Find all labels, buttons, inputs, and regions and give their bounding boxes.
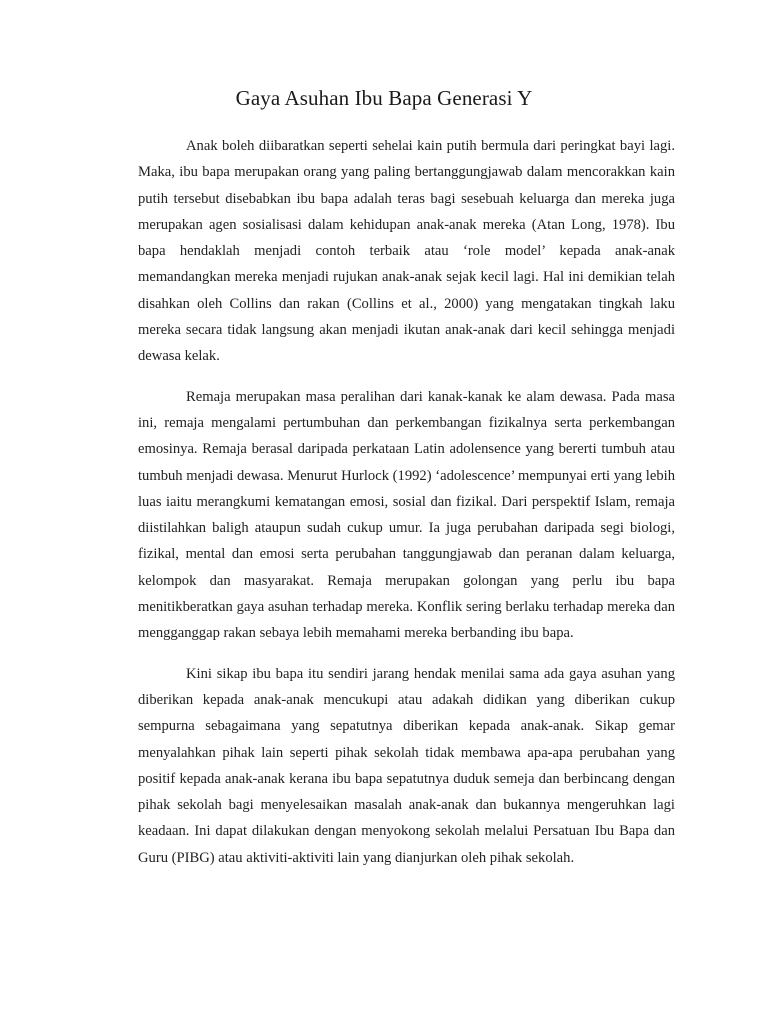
document-title: Gaya Asuhan Ibu Bapa Generasi Y	[235, 86, 533, 110]
paragraph-2: Remaja merupakan masa peralihan dari kanak-kanak ke alam dewasa. Pada masa ini, remaja mengalami pertumbuhan dan perkembangan fizikalnya serta perkembangan emosinya. Remaja berasal daripada perkataan Latin adolensence yang bererti tumbuh atau tumbuh menjadi dewasa. Menurut Hurlock (1992) ‘adolescence’ mempunyai erti yang lebih luas iaitu merangkumi kematangan emosi, sosial dan fizikal. Dari perspektif Islam, remaja diistilahkan baligh ataupun sudah cukup umur. Ia juga perubahan daripada segi biologi, fizikal, mental dan emosi serta perubahan tanggungjawab dan peranan dalam keluarga, kelompok dan masyarakat. Remaja merupakan golongan yang perlu ibu bapa menitikberatkan gaya asuhan terhadap mereka. Konflik sering berlaku terhadap mereka dan mengganggap rakan sebaya lebih memahami mereka berbanding ibu bapa.	[138, 388, 675, 642]
paragraph-3: Kini sikap ibu bapa itu sendiri jarang hendak menilai sama ada gaya asuhan yang diberikan kepada anak-anak mencukupi atau adakah didikan yang diberikan cukup sempurna sebagaimana yang sepatutnya diberikan kepada anak-anak. Sikap gemar menyalahkan pihak lain seperti pihak sekolah tidak membawa apa-apa perubahan yang positif kepada anak-anak kerana ibu bapa sepatutnya duduk semeja dan berbincang dengan pihak sekolah bagi menyelesaikan masalah anak-anak dan bukannya mengeruhkan lagi keadaan. Ini dapat dilakukan dengan menyokong sekolah melalui Persatuan Ibu Bapa dan Guru (PIBG) atau aktiviti-aktiviti lain yang dianjurkan oleh pihak sekolah.	[138, 665, 675, 866]
paragraph-1: Anak boleh diibaratkan seperti sehelai kain putih bermula dari peringkat bayi lagi. Maka, ibu bapa merupakan orang yang paling bertanggungjawab dalam mencorakkan kain putih tersebut disebabkan ibu bapa adalah teras bagi sesebuah keluarga dan mereka juga merupakan agen sosialisasi dalam kehidupan anak-anak mereka (Atan Long, 1978). Ibu bapa hendaklah menjadi contoh terbaik atau ‘role model’ kepada anak-anak memandangkan mereka menjadi rujukan anak-anak sejak kecil lagi. Hal ini demikian telah disahkan oleh Collins dan rakan (Collins et al., 2000) yang mengatakan tingkah laku mereka secara tidak langsung akan menjadi ikutan anak-anak dari kecil sehingga menjadi dewasa kelak.	[138, 138, 675, 365]
document-body	[138, 133, 675, 885]
